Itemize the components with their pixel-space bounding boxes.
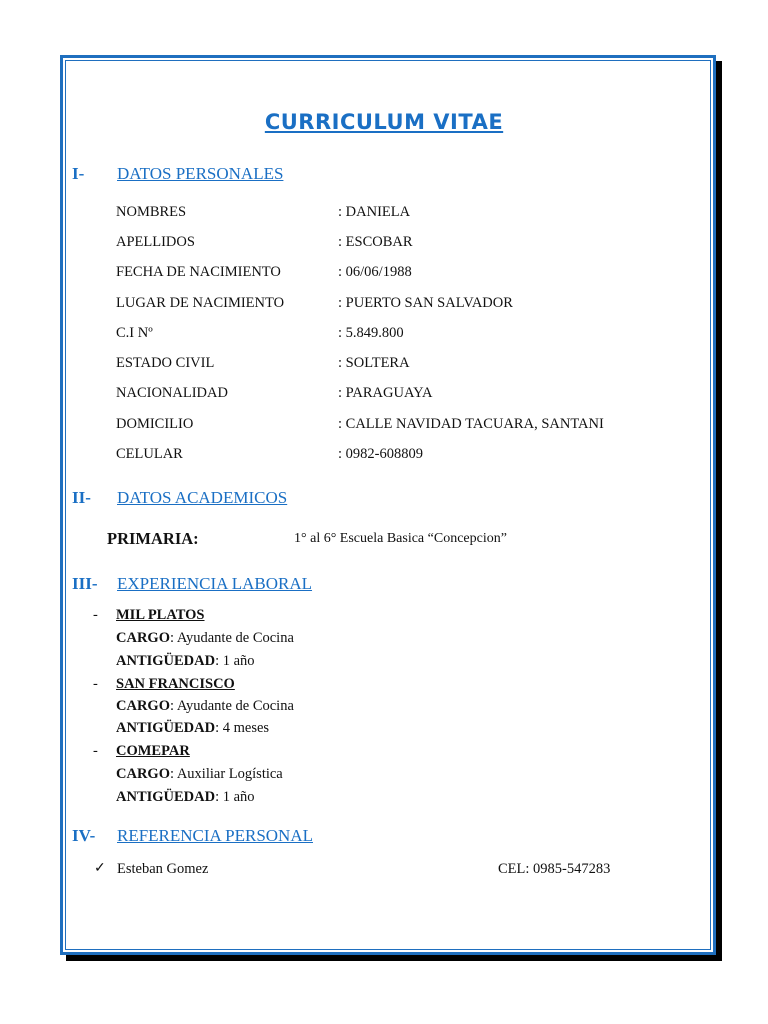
cargo-label: CARGO bbox=[116, 630, 170, 646]
field-value: : CALLE NAVIDAD TACUARA, SANTANI bbox=[338, 416, 604, 432]
company-label: COMEPAR bbox=[116, 743, 190, 759]
field-value: : 06/06/1988 bbox=[338, 264, 412, 280]
field-value: : PUERTO SAN SALVADOR bbox=[338, 295, 513, 311]
cargo-value: : Ayudante de Cocina bbox=[169, 698, 294, 714]
section-number: II- bbox=[72, 488, 91, 507]
field-label: FECHA DE NACIMIENTO bbox=[116, 264, 281, 280]
field-label: ESTADO CIVIL bbox=[116, 355, 215, 371]
section-title: DATOS ACADEMICOS bbox=[117, 488, 288, 507]
field-label: NACIONALIDAD bbox=[116, 385, 228, 401]
field-label: DOMICILIO bbox=[116, 416, 194, 432]
bullet-dash: - bbox=[93, 607, 98, 623]
bullet-dash: - bbox=[93, 676, 98, 692]
company-name bbox=[116, 743, 190, 760]
section-number: III- bbox=[72, 574, 98, 593]
antiguedad-value: : 4 meses bbox=[215, 720, 270, 736]
field-value: : 0982-608809 bbox=[338, 446, 423, 462]
field-value: : DANIELA bbox=[338, 204, 411, 220]
section-number: IV- bbox=[72, 826, 96, 845]
primaria-value: 1° al 6° Escuela Basica “Concepcion” bbox=[294, 531, 507, 546]
company-label: SAN FRANCISCO bbox=[116, 676, 235, 692]
job-cargo bbox=[116, 630, 294, 647]
cargo-value: : Ayudante de Cocina bbox=[169, 630, 294, 646]
section-title: REFERENCIA PERSONAL bbox=[117, 826, 313, 845]
company-name bbox=[116, 607, 205, 624]
antiguedad-label: ANTIGÜEDAD bbox=[116, 653, 216, 669]
reference-name: Esteban Gomez bbox=[117, 861, 209, 877]
antiguedad-label: ANTIGÜEDAD bbox=[116, 789, 216, 805]
section-title: EXPERIENCIA LABORAL bbox=[117, 574, 313, 593]
cargo-label: CARGO bbox=[116, 698, 170, 714]
section-number: I- bbox=[72, 164, 85, 183]
antiguedad-value: : 1 año bbox=[215, 653, 255, 669]
field-value: : ESCOBAR bbox=[338, 234, 413, 250]
document-title: CURRICULUM VITAE bbox=[264, 110, 504, 134]
job-antiguedad bbox=[116, 789, 255, 806]
cargo-value: : Auxiliar Logística bbox=[169, 766, 283, 782]
section-title: DATOS PERSONALES bbox=[117, 164, 284, 183]
cargo-label: CARGO bbox=[116, 766, 170, 782]
checkmark-icon: ✓ bbox=[94, 861, 106, 876]
bullet-dash: - bbox=[93, 743, 98, 759]
field-value: : SOLTERA bbox=[338, 355, 410, 371]
job-antiguedad bbox=[116, 720, 269, 737]
field-label: APELLIDOS bbox=[116, 234, 195, 250]
job-cargo bbox=[116, 766, 283, 783]
job-cargo bbox=[116, 698, 294, 715]
field-label: C.I Nº bbox=[116, 325, 153, 341]
reference-phone: CEL: 0985-547283 bbox=[498, 861, 611, 877]
field-value: : PARAGUAYA bbox=[338, 385, 433, 401]
company-name bbox=[116, 676, 235, 693]
field-label: CELULAR bbox=[116, 446, 183, 462]
antiguedad-label: ANTIGÜEDAD bbox=[116, 720, 216, 736]
field-label: LUGAR DE NACIMIENTO bbox=[116, 295, 285, 311]
company-label: MIL PLATOS bbox=[116, 607, 205, 623]
field-label: NOMBRES bbox=[116, 204, 187, 220]
job-antiguedad bbox=[116, 653, 255, 670]
primaria-label: PRIMARIA: bbox=[107, 529, 199, 548]
antiguedad-value: : 1 año bbox=[215, 789, 255, 805]
field-value: : 5.849.800 bbox=[338, 325, 404, 341]
